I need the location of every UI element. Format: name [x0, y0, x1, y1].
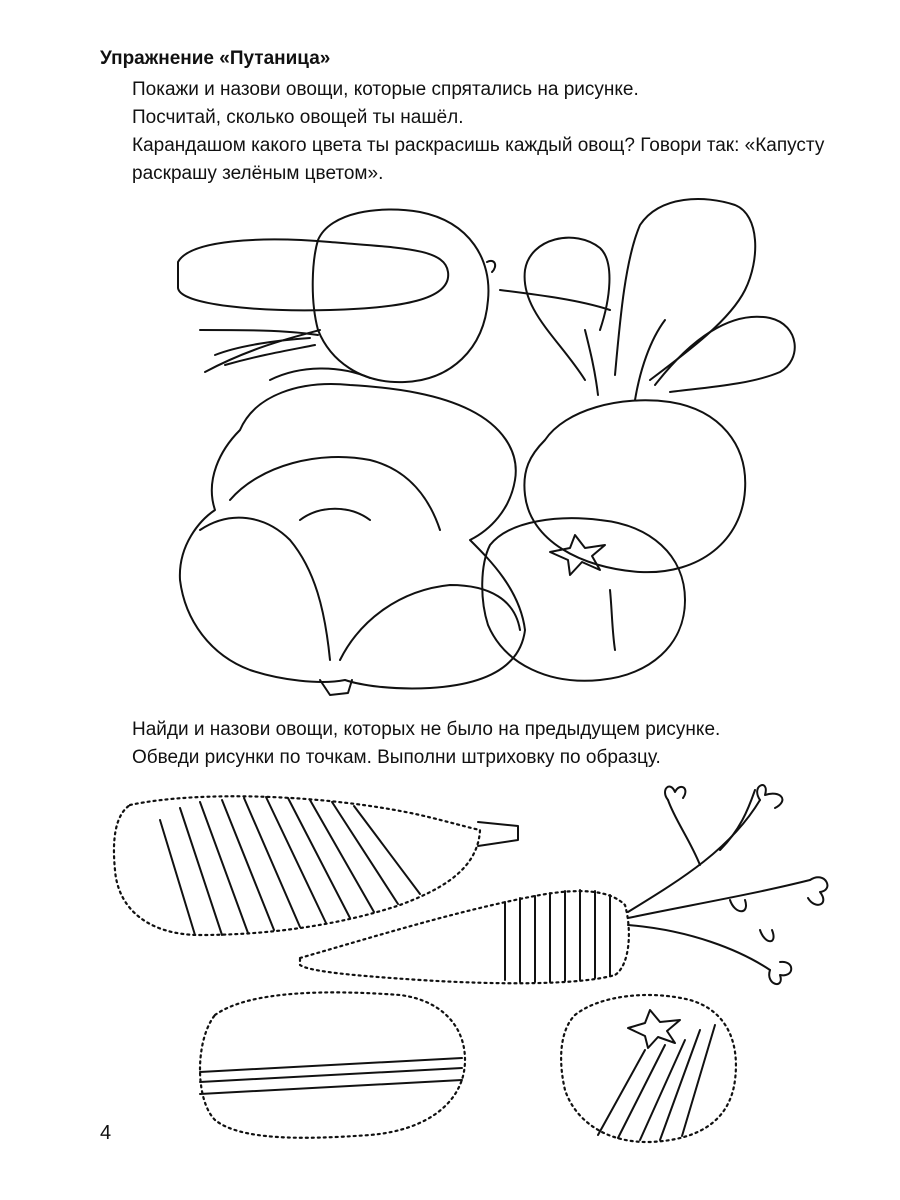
- small-tomato-hatching: [598, 1025, 715, 1140]
- potato-hatching: [200, 1058, 462, 1094]
- instruction-line-1: Покажи и назови овощи, которые спрятались на рисунке.: [132, 79, 639, 100]
- zucchini-hatching: [160, 797, 420, 935]
- zucchini-stem: [478, 822, 518, 846]
- task-line-1: Найди и назови овощи, которых не было на предыдущем рисунке.: [132, 719, 721, 740]
- carrot-hatching: [505, 890, 610, 982]
- carrot-greens: [628, 785, 827, 984]
- page-number: 4: [100, 1122, 112, 1144]
- small-tomato-stem: [628, 1010, 680, 1048]
- instruction-line-2: Посчитай, сколько овощей ты нашёл.: [132, 107, 464, 128]
- exercise-title: Упражнение «Путаница»: [100, 48, 331, 69]
- task-line-2: Обведи рисунки по точкам. Выполни штриховку по образцу.: [132, 747, 661, 768]
- instruction-line-3: Карандашом какого цвета ты раскрасишь каждый овощ? Говори так: «Капусту раскрашу зелёным цветом».: [132, 135, 825, 184]
